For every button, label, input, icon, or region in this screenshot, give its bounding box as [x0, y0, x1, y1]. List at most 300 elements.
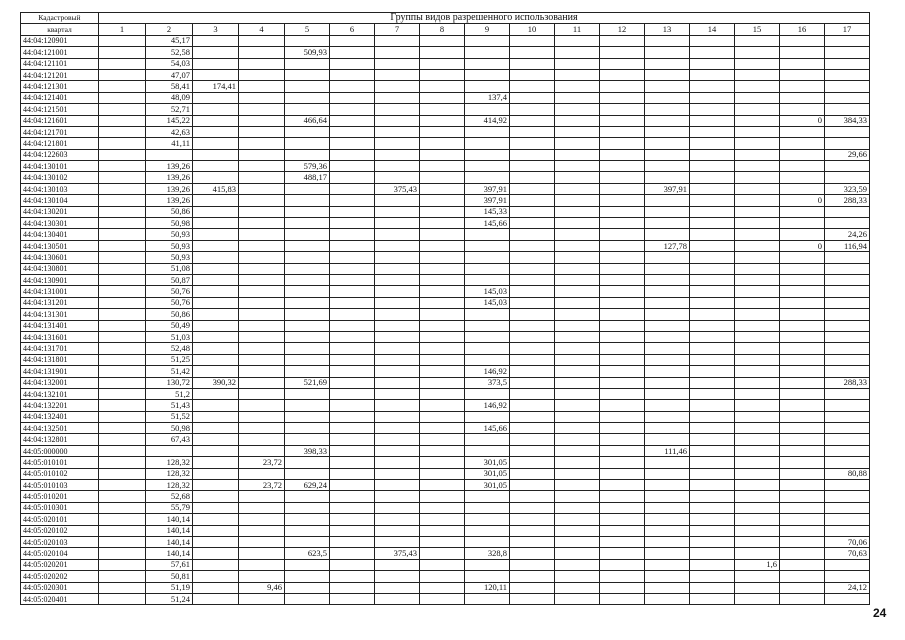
value-cell	[555, 491, 600, 502]
value-cell	[510, 468, 555, 479]
value-cell	[239, 559, 285, 570]
value-cell	[735, 138, 780, 149]
value-cell	[555, 468, 600, 479]
value-cell	[330, 58, 375, 69]
value-cell	[735, 491, 780, 502]
value-cell	[555, 480, 600, 491]
value-cell	[193, 35, 239, 46]
value-cell	[420, 206, 465, 217]
value-cell	[99, 263, 146, 274]
value-cell	[825, 309, 870, 320]
value-cell	[600, 115, 645, 126]
value-cell: 111,46	[645, 445, 690, 456]
value-cell	[285, 366, 330, 377]
value-cell	[239, 58, 285, 69]
value-cell	[690, 172, 735, 183]
value-cell	[420, 491, 465, 502]
cadastral-quarter-cell: 44:04:132001	[21, 377, 99, 388]
value-cell	[330, 536, 375, 547]
value-cell	[555, 240, 600, 251]
cadastral-quarter-cell: 44:05:020301	[21, 582, 99, 593]
value-cell	[735, 149, 780, 160]
value-cell	[239, 468, 285, 479]
table-row	[21, 502, 870, 513]
value-cell	[330, 183, 375, 194]
column-header-5: 5	[285, 24, 330, 35]
value-cell	[239, 445, 285, 456]
value-cell	[645, 252, 690, 263]
cadastral-quarter-cell: 44:04:131601	[21, 331, 99, 342]
value-cell	[690, 138, 735, 149]
value-cell	[780, 457, 825, 468]
value-cell	[330, 126, 375, 137]
value-cell	[193, 468, 239, 479]
value-cell	[825, 252, 870, 263]
value-cell	[780, 582, 825, 593]
value-cell	[510, 138, 555, 149]
value-cell	[825, 274, 870, 285]
cadastral-quarter-cell: 44:04:120901	[21, 35, 99, 46]
value-cell	[735, 457, 780, 468]
value-cell	[510, 126, 555, 137]
value-cell	[825, 457, 870, 468]
value-cell: 51,24	[146, 593, 193, 604]
value-cell	[330, 309, 375, 320]
value-cell	[645, 400, 690, 411]
value-cell	[193, 172, 239, 183]
value-cell	[645, 559, 690, 570]
value-cell	[690, 104, 735, 115]
value-cell	[330, 274, 375, 285]
value-cell	[555, 377, 600, 388]
value-cell: 328,8	[465, 548, 510, 559]
value-cell	[555, 104, 600, 115]
value-cell	[375, 366, 420, 377]
value-cell	[690, 571, 735, 582]
value-cell	[330, 161, 375, 172]
value-cell	[690, 593, 735, 604]
cadastral-quarter-cell: 44:05:020401	[21, 593, 99, 604]
value-cell	[600, 593, 645, 604]
value-cell	[645, 104, 690, 115]
value-cell: 50,81	[146, 571, 193, 582]
table-row	[21, 274, 870, 285]
value-cell	[465, 69, 510, 80]
value-cell	[735, 263, 780, 274]
value-cell	[600, 172, 645, 183]
value-cell	[99, 126, 146, 137]
cadastral-header-top: Кадастровый	[21, 13, 99, 24]
value-cell	[510, 491, 555, 502]
value-cell	[555, 92, 600, 103]
value-cell	[465, 571, 510, 582]
value-cell	[825, 69, 870, 80]
value-cell	[375, 423, 420, 434]
cadastral-quarter-cell: 44:04:121701	[21, 126, 99, 137]
value-cell	[555, 434, 600, 445]
value-cell	[510, 172, 555, 183]
value-cell	[555, 263, 600, 274]
value-cell	[193, 320, 239, 331]
cadastral-quarter-cell: 44:04:132501	[21, 423, 99, 434]
table-row	[21, 92, 870, 103]
value-cell	[690, 331, 735, 342]
value-cell	[465, 81, 510, 92]
value-cell	[465, 149, 510, 160]
table-row	[21, 69, 870, 80]
value-cell	[645, 491, 690, 502]
value-cell	[600, 183, 645, 194]
value-cell	[193, 218, 239, 229]
value-cell	[690, 218, 735, 229]
value-cell	[330, 411, 375, 422]
value-cell: 67,43	[146, 434, 193, 445]
value-cell	[555, 206, 600, 217]
value-cell	[420, 309, 465, 320]
value-cell	[825, 491, 870, 502]
value-cell	[420, 343, 465, 354]
value-cell	[420, 331, 465, 342]
table-row	[21, 343, 870, 354]
value-cell	[645, 514, 690, 525]
value-cell: 384,33	[825, 115, 870, 126]
value-cell	[465, 445, 510, 456]
cadastral-quarter-cell: 44:05:020104	[21, 548, 99, 559]
value-cell	[645, 536, 690, 547]
value-cell	[780, 35, 825, 46]
value-cell	[555, 536, 600, 547]
value-cell	[330, 548, 375, 559]
value-cell	[690, 525, 735, 536]
value-cell	[780, 183, 825, 194]
value-cell	[375, 92, 420, 103]
value-cell	[375, 445, 420, 456]
value-cell	[99, 400, 146, 411]
value-cell	[239, 92, 285, 103]
table-row	[21, 366, 870, 377]
table-row	[21, 81, 870, 92]
value-cell	[239, 218, 285, 229]
value-cell	[465, 343, 510, 354]
value-cell	[690, 548, 735, 559]
value-cell	[420, 229, 465, 240]
value-cell	[555, 366, 600, 377]
value-cell	[510, 434, 555, 445]
value-cell	[330, 138, 375, 149]
value-cell	[330, 525, 375, 536]
value-cell	[600, 286, 645, 297]
value-cell: 51,42	[146, 366, 193, 377]
value-cell	[690, 297, 735, 308]
value-cell	[510, 195, 555, 206]
value-cell	[555, 514, 600, 525]
value-cell	[510, 423, 555, 434]
value-cell	[600, 92, 645, 103]
groups-header: Группы видов разрешенного использования	[99, 13, 870, 24]
value-cell	[285, 536, 330, 547]
value-cell	[555, 58, 600, 69]
value-cell	[780, 252, 825, 263]
value-cell	[825, 172, 870, 183]
value-cell	[645, 47, 690, 58]
value-cell	[510, 593, 555, 604]
value-cell	[735, 240, 780, 251]
value-cell	[465, 274, 510, 285]
value-cell	[600, 126, 645, 137]
value-cell	[735, 172, 780, 183]
value-cell: 414,92	[465, 115, 510, 126]
value-cell: 50,76	[146, 297, 193, 308]
value-cell	[510, 69, 555, 80]
table-row	[21, 229, 870, 240]
value-cell	[735, 536, 780, 547]
value-cell	[239, 331, 285, 342]
value-cell	[239, 35, 285, 46]
value-cell	[600, 514, 645, 525]
cadastral-quarter-cell: 44:04:130901	[21, 274, 99, 285]
value-cell: 145,33	[465, 206, 510, 217]
value-cell	[420, 548, 465, 559]
cadastral-quarter-cell: 44:04:121001	[21, 47, 99, 58]
value-cell	[735, 331, 780, 342]
value-cell	[99, 354, 146, 365]
table-row	[21, 206, 870, 217]
value-cell: 398,33	[285, 445, 330, 456]
value-cell	[690, 240, 735, 251]
value-cell	[735, 274, 780, 285]
cadastral-quarter-cell: 44:04:121301	[21, 81, 99, 92]
value-cell	[555, 445, 600, 456]
value-cell	[510, 274, 555, 285]
value-cell	[375, 434, 420, 445]
value-cell	[825, 206, 870, 217]
value-cell	[420, 434, 465, 445]
value-cell	[239, 366, 285, 377]
value-cell	[330, 480, 375, 491]
cadastral-quarter-cell: 44:04:130601	[21, 252, 99, 263]
value-cell	[735, 286, 780, 297]
value-cell	[239, 161, 285, 172]
value-cell: 50,86	[146, 206, 193, 217]
value-cell	[330, 263, 375, 274]
value-cell: 1,6	[735, 559, 780, 570]
value-cell	[285, 35, 330, 46]
value-cell	[465, 126, 510, 137]
cadastral-quarter-cell: 44:04:131701	[21, 343, 99, 354]
value-cell	[99, 343, 146, 354]
value-cell	[465, 559, 510, 570]
value-cell	[193, 559, 239, 570]
value-cell	[99, 274, 146, 285]
column-header-8: 8	[420, 24, 465, 35]
value-cell	[510, 377, 555, 388]
table-row	[21, 514, 870, 525]
value-cell	[330, 468, 375, 479]
value-cell	[645, 309, 690, 320]
value-cell	[239, 274, 285, 285]
value-cell	[330, 514, 375, 525]
value-cell	[825, 47, 870, 58]
value-cell	[735, 35, 780, 46]
column-header-7: 7	[375, 24, 420, 35]
value-cell	[420, 525, 465, 536]
value-cell	[420, 115, 465, 126]
value-cell	[99, 457, 146, 468]
value-cell	[193, 104, 239, 115]
value-cell: 373,5	[465, 377, 510, 388]
value-cell: 70,06	[825, 536, 870, 547]
value-cell	[510, 548, 555, 559]
column-header-10: 10	[510, 24, 555, 35]
value-cell	[330, 366, 375, 377]
value-cell	[330, 423, 375, 434]
value-cell	[645, 229, 690, 240]
value-cell	[330, 320, 375, 331]
value-cell	[330, 491, 375, 502]
value-cell	[690, 92, 735, 103]
column-header-14: 14	[690, 24, 735, 35]
value-cell	[193, 58, 239, 69]
value-cell	[193, 571, 239, 582]
value-cell	[99, 582, 146, 593]
value-cell	[285, 206, 330, 217]
value-cell: 146,92	[465, 400, 510, 411]
value-cell	[735, 195, 780, 206]
cadastral-quarter-cell: 44:04:121201	[21, 69, 99, 80]
value-cell: 323,59	[825, 183, 870, 194]
value-cell	[285, 252, 330, 263]
value-cell	[465, 309, 510, 320]
cadastral-quarter-cell: 44:04:121601	[21, 115, 99, 126]
value-cell	[510, 400, 555, 411]
value-cell	[420, 320, 465, 331]
value-cell	[193, 343, 239, 354]
value-cell	[465, 138, 510, 149]
table-row	[21, 58, 870, 69]
value-cell	[645, 366, 690, 377]
cadastral-quarter-cell: 44:05:010301	[21, 502, 99, 513]
value-cell	[510, 582, 555, 593]
value-cell	[555, 502, 600, 513]
cadastral-quarter-cell: 44:04:131401	[21, 320, 99, 331]
value-cell	[555, 286, 600, 297]
table-row	[21, 525, 870, 536]
table-row	[21, 377, 870, 388]
value-cell	[193, 491, 239, 502]
value-cell	[330, 593, 375, 604]
value-cell	[780, 104, 825, 115]
table-row	[21, 104, 870, 115]
value-cell	[510, 115, 555, 126]
value-cell	[330, 377, 375, 388]
value-cell	[555, 161, 600, 172]
value-cell	[735, 582, 780, 593]
value-cell	[555, 548, 600, 559]
value-cell	[510, 331, 555, 342]
value-cell	[690, 69, 735, 80]
value-cell	[420, 47, 465, 58]
value-cell	[825, 411, 870, 422]
value-cell	[330, 195, 375, 206]
value-cell	[375, 502, 420, 513]
value-cell	[780, 320, 825, 331]
value-cell	[735, 377, 780, 388]
value-cell	[375, 309, 420, 320]
value-cell	[600, 491, 645, 502]
value-cell	[735, 354, 780, 365]
value-cell	[465, 252, 510, 263]
value-cell	[780, 58, 825, 69]
table-row	[21, 263, 870, 274]
value-cell	[193, 309, 239, 320]
table-row	[21, 286, 870, 297]
value-cell	[285, 457, 330, 468]
value-cell	[825, 343, 870, 354]
value-cell	[690, 286, 735, 297]
value-cell	[99, 366, 146, 377]
value-cell	[825, 320, 870, 331]
value-cell	[780, 138, 825, 149]
value-cell: 58,41	[146, 81, 193, 92]
value-cell	[510, 47, 555, 58]
value-cell	[690, 388, 735, 399]
value-cell	[645, 218, 690, 229]
value-cell	[690, 491, 735, 502]
value-cell	[780, 354, 825, 365]
cadastral-quarter-cell: 44:04:131001	[21, 286, 99, 297]
cadastral-quarter-cell: 44:04:130801	[21, 263, 99, 274]
value-cell: 50,86	[146, 309, 193, 320]
value-cell	[239, 81, 285, 92]
value-cell	[285, 559, 330, 570]
value-cell	[690, 115, 735, 126]
value-cell	[510, 297, 555, 308]
value-cell	[375, 377, 420, 388]
value-cell	[420, 104, 465, 115]
value-cell	[285, 81, 330, 92]
value-cell	[239, 286, 285, 297]
value-cell	[735, 525, 780, 536]
value-cell	[825, 388, 870, 399]
cadastral-quarter-cell: 44:04:121501	[21, 104, 99, 115]
value-cell	[285, 126, 330, 137]
value-cell	[193, 161, 239, 172]
value-cell	[420, 252, 465, 263]
value-cell	[600, 582, 645, 593]
value-cell: 128,32	[146, 468, 193, 479]
value-cell	[690, 81, 735, 92]
value-cell	[420, 240, 465, 251]
value-cell	[735, 445, 780, 456]
value-cell	[285, 240, 330, 251]
value-cell	[375, 582, 420, 593]
value-cell	[285, 229, 330, 240]
table-row	[21, 252, 870, 263]
cadastral-quarter-cell: 44:05:020202	[21, 571, 99, 582]
value-cell	[600, 411, 645, 422]
value-cell	[375, 400, 420, 411]
value-cell	[99, 240, 146, 251]
value-cell	[555, 115, 600, 126]
value-cell	[375, 354, 420, 365]
value-cell	[690, 582, 735, 593]
value-cell	[330, 252, 375, 263]
value-cell	[239, 69, 285, 80]
value-cell	[780, 468, 825, 479]
value-cell	[99, 195, 146, 206]
value-cell	[193, 195, 239, 206]
value-cell	[645, 320, 690, 331]
